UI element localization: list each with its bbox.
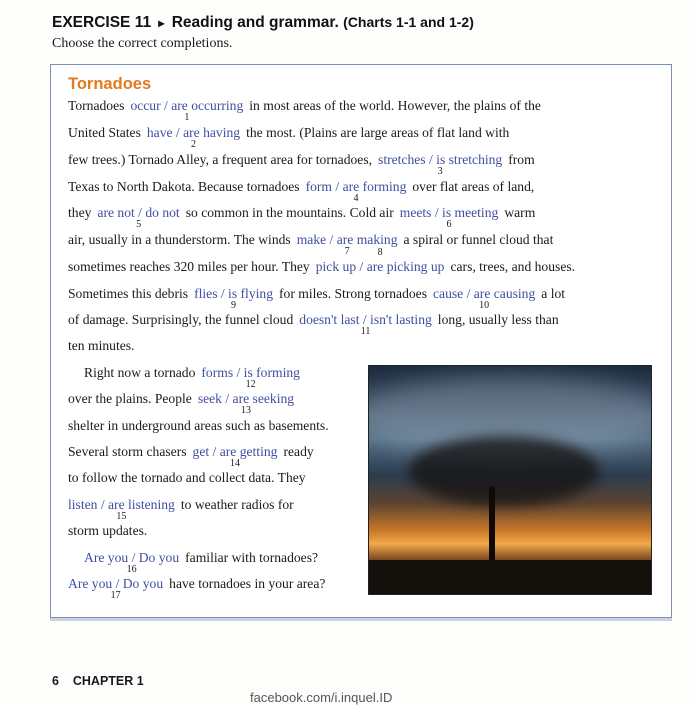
- ground-silhouette: [369, 560, 651, 594]
- item-number: 9: [231, 300, 237, 311]
- exercise-title: Reading and grammar.: [171, 14, 339, 31]
- text-line: sometimes reaches 320 miles per hour. They pick up / are picking up 8 cars, trees, and houses.: [68, 247, 576, 274]
- arrow-icon: ▸: [158, 16, 165, 30]
- choice-5[interactable]: are not / do not 5: [97, 205, 180, 230]
- chart-reference: (Charts 1-1 and 1-2): [343, 14, 474, 30]
- choice-3[interactable]: stretches / is stretching 3: [378, 152, 503, 177]
- text-line: United States have / are having 2 the most. (Plains are large areas of flat land with: [68, 125, 510, 150]
- item-number: 17: [110, 590, 121, 601]
- item-number: 13: [240, 405, 251, 416]
- item-number: 14: [230, 458, 240, 469]
- item-number: 7: [344, 246, 350, 257]
- choice-10[interactable]: cause / are causing 10: [433, 286, 536, 311]
- exercise-number: EXERCISE 11: [52, 14, 152, 31]
- choice-13[interactable]: seek / are seeking 13: [197, 391, 295, 416]
- choice-8[interactable]: pick up / are picking up 8: [315, 247, 445, 274]
- text-line: ten minutes.: [68, 338, 135, 353]
- text-line: storm updates.: [68, 523, 148, 538]
- tornado-photo: [368, 365, 652, 595]
- text-line: Sometimes this debris flies / is flying 9 for miles. Strong tornadoes cause / are causing 10 a lot: [68, 286, 566, 311]
- text-line: Tornadoes occur / are occurring 1 in most areas of the world. However, the plains of the: [68, 98, 541, 123]
- choice-9[interactable]: flies / is flying 9: [194, 286, 273, 311]
- instruction: Choose the correct completions.: [52, 36, 233, 51]
- text-line: air, usually in a thunderstorm. The winds make / are making 7 a spiral or funnel cloud that: [68, 232, 554, 257]
- item-number: 2: [190, 139, 196, 150]
- text-line: Right now a tornado forms / is forming 12: [84, 365, 300, 390]
- chapter-label: CHAPTER 1: [72, 674, 144, 688]
- watermark-text: facebook.com/i.inquel.ID: [250, 690, 393, 705]
- text-line: over the plains. People seek / are seeking 13: [68, 391, 295, 416]
- choice-16[interactable]: Are you / Do you 16: [84, 550, 180, 575]
- choice-14[interactable]: get / are getting 14: [192, 444, 278, 469]
- item-number: 3: [437, 166, 443, 177]
- choice-17[interactable]: Are you / Do you 17: [68, 576, 164, 601]
- text-line: few trees.) Tornado Alley, a frequent area for tornadoes, stretches / is stretching 3 from: [68, 152, 535, 177]
- item-number: 15: [116, 511, 127, 522]
- text-line: of damage. Surprisingly, the funnel cloud doesn't last / isn't lasting 11 long, usually less than: [68, 312, 559, 337]
- choice-12[interactable]: forms / is forming 12: [201, 365, 300, 390]
- item-number: 4: [353, 193, 359, 204]
- text-line: Are you / Do you 17 have tornadoes in your area?: [68, 576, 326, 601]
- page-number: 6: [52, 674, 59, 688]
- text-line: shelter in underground areas such as basements.: [68, 418, 329, 433]
- item-number: 11: [360, 326, 371, 337]
- reading-title: Tornadoes: [68, 75, 152, 93]
- exercise-header: [52, 14, 474, 32]
- text-line: Are you / Do you 16 familiar with tornadoes?: [84, 550, 319, 575]
- choice-4[interactable]: form / are forming 4: [305, 179, 407, 204]
- item-number: 5: [136, 219, 142, 230]
- text-line: Texas to North Dakota. Because tornadoes form / are forming 4 over flat areas of land,: [68, 179, 535, 204]
- choice-1[interactable]: occur / are occurring 1: [130, 98, 244, 123]
- text-line: listen / are listening 15 to weather radios for: [68, 497, 294, 522]
- item-number: 16: [126, 564, 137, 575]
- choice-7[interactable]: make / are making 7: [296, 232, 398, 257]
- item-number: 12: [245, 379, 256, 390]
- item-number: 1: [184, 112, 190, 123]
- choice-2[interactable]: have / are having 2: [146, 125, 241, 150]
- choice-6[interactable]: meets / is meeting 6: [399, 205, 499, 230]
- funnel-cloud: [409, 436, 599, 506]
- choice-15[interactable]: listen / are listening 15: [68, 497, 175, 522]
- item-number: 6: [446, 219, 452, 230]
- text-line: they are not / do not 5 so common in the mountains. Cold air meets / is meeting 6 warm: [68, 205, 536, 230]
- item-number: 8: [377, 247, 383, 258]
- text-line: to follow the tornado and collect data. They: [68, 470, 306, 485]
- page-footer: [52, 674, 144, 688]
- choice-11[interactable]: doesn't last / isn't lasting 11: [299, 312, 432, 337]
- text-line: Several storm chasers get / are getting 14 ready: [68, 444, 314, 469]
- item-number: 10: [479, 300, 490, 311]
